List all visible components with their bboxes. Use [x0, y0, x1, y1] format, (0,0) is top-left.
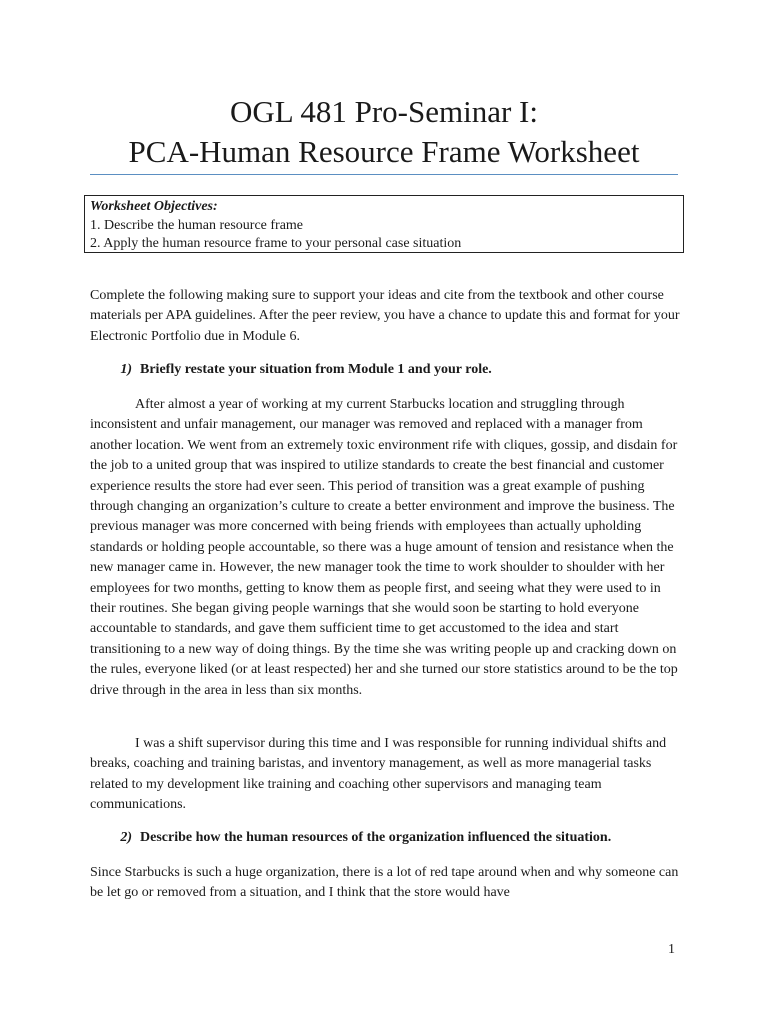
answer-1-paragraph-1: After almost a year of working at my current Starbucks location and struggling through inconsistent and unfair management, our manager was removed and replaced with a manager from another location. We went from an extremely toxic environment rife with cliques, gossip, and disdain for the job to a united group that was inspired to utilize standards to create the best financial and customer experience results the store had ever seen. This period of transition was a great example of pushing through changing an organization’s culture to create a better environment and improve the business. The previous manager was more concerned with being friends with employees than actually upholding standards or holding people accountable, so there was a huge amount of tension and resistance when the new manager came in. However, the new manager took the time to work shoulder to shoulder with her employees for two months, getting to know them as people first, and seeing what they were used to in their routines. She began giving people warnings that she would soon be starting to hold everyone accountable to standards, and gave them sufficient time to get accustomed to the idea and start transitioning to a new way of doing things. By the time she was writing people up and cracking down on the rules, everyone liked (or at least respected) her and she turned our store statistics around to be the top drive through in the area in less than six months. — [90, 397, 678, 698]
question-2 — [108, 828, 698, 848]
page-number: 1 — [668, 942, 675, 957]
title-line-1: OGL 481 Pro-Seminar I: — [230, 94, 538, 129]
document-title — [90, 92, 678, 172]
objective-item-2: 2. Apply the human resource frame to your personal case situation — [90, 236, 462, 251]
objectives-box — [84, 195, 684, 253]
question-2-text: Describe how the human resources of the organization influenced the situation. — [140, 830, 612, 845]
objective-item-1: 1. Describe the human resource frame — [90, 217, 304, 233]
answer-2-paragraph-1: Since Starbucks is such a huge organization, there is a lot of red tape around when and why someone can be let go or removed from a situation, and I think that the store would have — [90, 865, 679, 901]
answer-1-paragraph-2: I was a shift supervisor during this time and I was responsible for running individual shifts and breaks, coaching and training baristas, and inventory management, as well as more managerial tasks related to my development like training and coaching other supervisors and managing team communications. — [90, 736, 667, 813]
question-1-text: Briefly restate your situation from Module 1 and your role. — [140, 362, 492, 377]
intro-paragraph: Complete the following making sure to support your ideas and cite from the textbook and other course materials per APA guidelines. After the peer review, you have a chance to update this and format for your Electronic Portfolio due in Module 6. — [90, 288, 680, 344]
objectives-heading: Worksheet Objectives: — [90, 199, 218, 214]
title-divider — [90, 174, 678, 175]
question-1 — [108, 360, 698, 380]
title-line-2: PCA-Human Resource Frame Worksheet — [128, 134, 640, 169]
question-2-number: 2) — [120, 830, 132, 845]
question-1-number: 1) — [120, 362, 132, 377]
